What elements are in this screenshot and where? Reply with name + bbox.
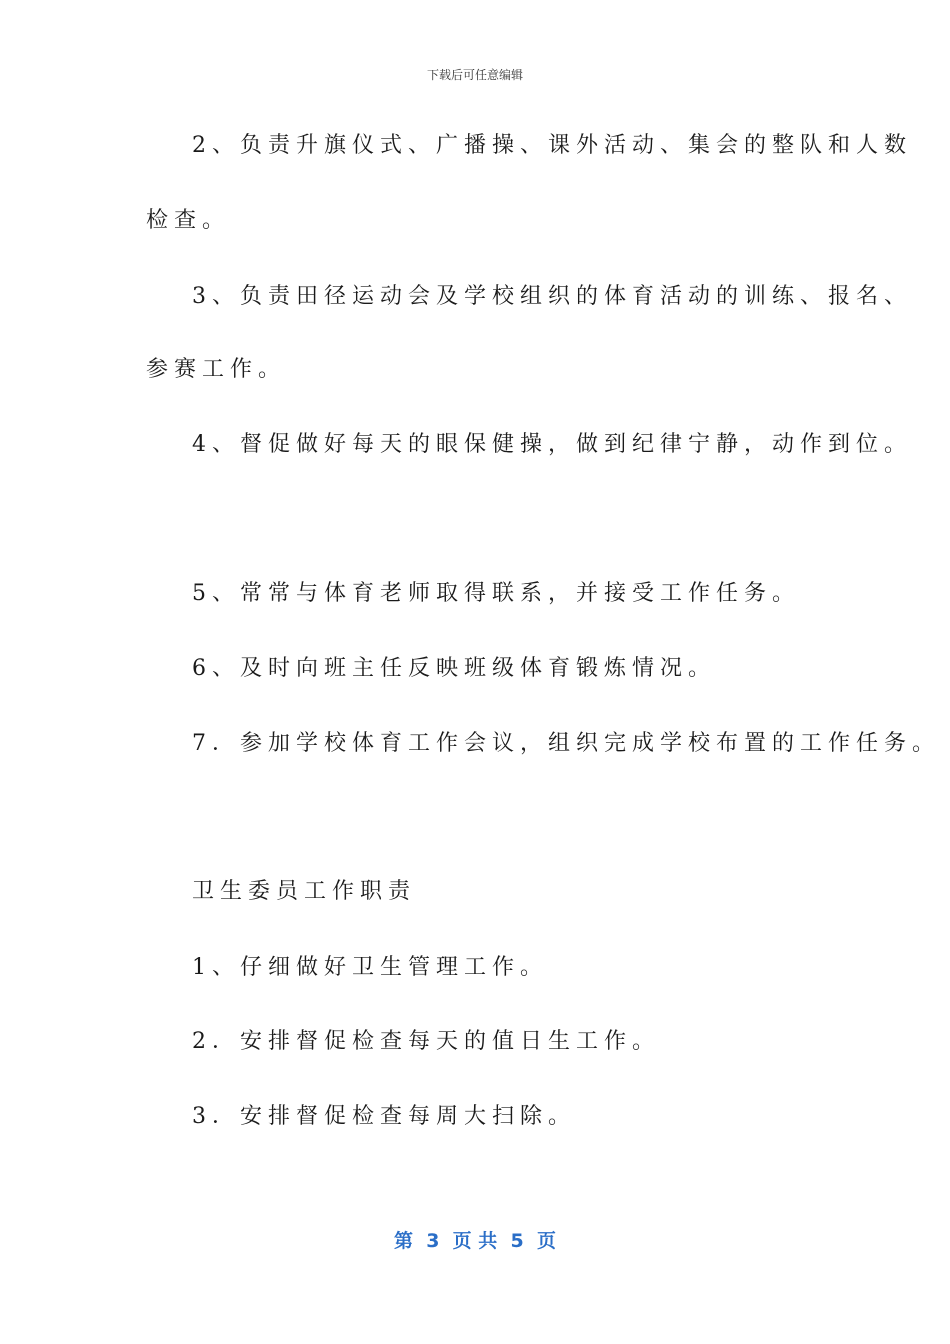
- page-footer: 第 3 页 共 5 页: [394, 1230, 556, 1252]
- body-line-11: 3．安排督促检查每周大扫除。: [192, 1104, 576, 1129]
- section-heading: 卫生委员工作职责: [192, 879, 417, 904]
- body-line-1: 2、负责升旗仪式、广播操、课外活动、集会的整队和人数: [192, 133, 912, 158]
- body-line-10: 2．安排督促检查每天的值日生工作。: [192, 1029, 660, 1054]
- body-line-3: 3、负责田径运动会及学校组织的体育活动的训练、报名、: [192, 284, 912, 309]
- body-line-4: 参赛工作。: [146, 357, 287, 382]
- page-header: 下载后可任意编辑: [426, 68, 523, 82]
- body-line-9: 1、仔细做好卫生管理工作。: [192, 955, 548, 980]
- body-line-6: 5、常常与体育老师取得联系，并接受工作任务。: [192, 581, 800, 606]
- body-line-5: 4、督促做好每天的眼保健操，做到纪律宁静，动作到位。: [192, 432, 912, 457]
- body-line-2: 检查。: [146, 208, 231, 233]
- body-line-8: 7．参加学校体育工作会议，组织完成学校布置的工作任务。: [192, 731, 940, 756]
- body-line-7: 6、及时向班主任反映班级体育锻炼情况。: [192, 656, 716, 681]
